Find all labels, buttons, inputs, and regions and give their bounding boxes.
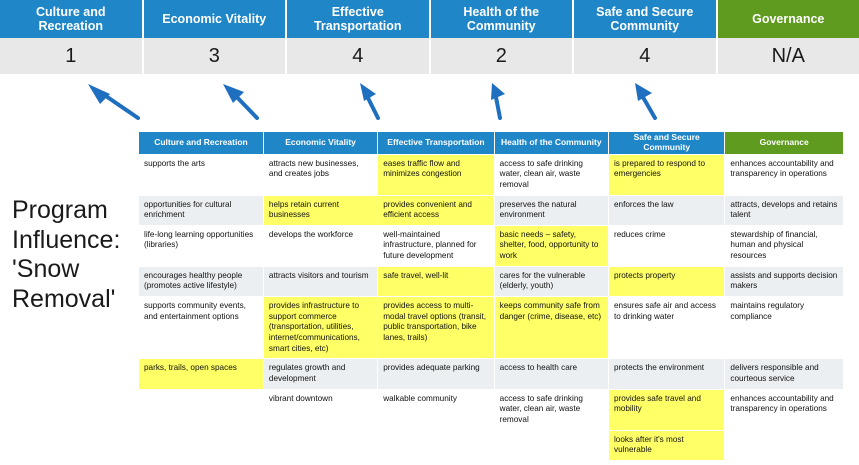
matrix-cell-r2-c0: life-long learning opportunities (libraries) — [139, 225, 264, 266]
score-value-1: 3 — [144, 38, 288, 74]
matrix-cell-r7-c3 — [494, 430, 608, 460]
priority-matrix-table — [138, 131, 844, 461]
matrix-column-header-3: Health of the Community — [494, 132, 608, 155]
arrow-1-head — [88, 84, 110, 104]
matrix-column-header-5: Governance — [725, 132, 844, 155]
matrix-cell-r6-c2: walkable community — [378, 389, 494, 430]
score-value-3: 2 — [431, 38, 575, 74]
matrix-cell-r1-c4: enforces the law — [608, 195, 724, 225]
matrix-cell-r5-c3: access to health care — [494, 359, 608, 389]
table-row — [139, 266, 844, 296]
score-value-2: 4 — [287, 38, 431, 74]
matrix-cell-r3-c1: attracts visitors and tourism — [263, 266, 377, 296]
strategic-priorities-header — [0, 0, 859, 38]
score-value-0: 1 — [0, 38, 144, 74]
matrix-cell-r3-c4: protects property — [608, 266, 724, 296]
matrix-cell-r7-c0 — [139, 430, 264, 460]
matrix-cell-r7-c5 — [725, 430, 844, 460]
priority-header-5: Governance — [718, 0, 859, 38]
matrix-column-header-2: Effective Transportation — [378, 132, 494, 155]
matrix-cell-r0-c2: eases traffic flow and minimizes congestion — [378, 154, 494, 195]
matrix-cell-r4-c2: provides access to multi-modal travel options (transit, public transportation, bike lanes, trails) — [378, 297, 494, 359]
priority-header-1: Economic Vitality — [144, 0, 288, 38]
matrix-cell-r4-c5: maintains regulatory compliance — [725, 297, 844, 359]
matrix-cell-r1-c3: preserves the natural environment — [494, 195, 608, 225]
matrix-cell-r6-c0 — [139, 389, 264, 430]
matrix-column-header-0: Culture and Recreation — [139, 132, 264, 155]
matrix-cell-r4-c0: supports community events, and entertainment options — [139, 297, 264, 359]
matrix-body — [139, 154, 844, 460]
matrix-cell-r5-c2: provides adequate parking — [378, 359, 494, 389]
program-influence-label: Program Influence: 'Snow Removal' — [12, 196, 121, 313]
matrix-cell-r6-c3: access to safe drinking water, clean air, waste removal — [494, 389, 608, 430]
matrix-cell-r6-c4: provides safe travel and mobility — [608, 389, 724, 430]
matrix-cell-r5-c1: regulates growth and development — [263, 359, 377, 389]
matrix-cell-r2-c2: well-maintained infrastructure, planned for future development — [378, 225, 494, 266]
table-row — [139, 154, 844, 195]
matrix-cell-r0-c0: supports the arts — [139, 154, 264, 195]
matrix-cell-r7-c2 — [378, 430, 494, 460]
table-row — [139, 389, 844, 430]
table-row — [139, 430, 844, 460]
matrix-cell-r7-c1 — [263, 430, 377, 460]
matrix-cell-r4-c3: keeps community safe from danger (crime, disease, etc) — [494, 297, 608, 359]
matrix-cell-r1-c0: opportunities for cultural enrichment — [139, 195, 264, 225]
matrix-column-header-4: Safe and Secure Community — [608, 132, 724, 155]
matrix-cell-r1-c2: provides convenient and efficient access — [378, 195, 494, 225]
matrix-cell-r3-c3: cares for the vulnerable (elderly, youth) — [494, 266, 608, 296]
score-value-4: 4 — [574, 38, 718, 74]
table-row — [139, 297, 844, 359]
matrix-column-header-1: Economic Vitality — [263, 132, 377, 155]
score-row — [0, 38, 859, 74]
matrix-cell-r6-c5: enhances accountability and transparency in operations — [725, 389, 844, 430]
matrix-cell-r5-c5: delivers responsible and courteous service — [725, 359, 844, 389]
matrix-cell-r1-c5: attracts, develops and retains talent — [725, 195, 844, 225]
priority-header-4: Safe and Secure Community — [574, 0, 718, 38]
matrix-cell-r3-c2: safe travel, well-lit — [378, 266, 494, 296]
matrix-cell-r4-c4: ensures safe air and access to drinking water — [608, 297, 724, 359]
matrix-cell-r0-c3: access to safe drinking water, clean air, waste removal — [494, 154, 608, 195]
table-row — [139, 195, 844, 225]
priority-header-3: Health of the Community — [431, 0, 575, 38]
matrix-cell-r2-c4: reduces crime — [608, 225, 724, 266]
matrix-cell-r4-c1: provides infrastructure to support commerce (transportation, utilities, internet/communications, smart cities, etc) — [263, 297, 377, 359]
matrix-cell-r0-c5: enhances accountability and transparency in operations — [725, 154, 844, 195]
matrix-cell-r0-c4: is prepared to respond to emergencies — [608, 154, 724, 195]
matrix-cell-r0-c1: attracts new businesses, and creates jobs — [263, 154, 377, 195]
matrix-cell-r5-c0: parks, trails, open spaces — [139, 359, 264, 389]
matrix-cell-r6-c1: vibrant downtown — [263, 389, 377, 430]
matrix-cell-r3-c5: assists and supports decision makers — [725, 266, 844, 296]
matrix-cell-r1-c1: helps retain current businesses — [263, 195, 377, 225]
matrix-header-row — [139, 132, 844, 155]
score-value-5: N/A — [771, 44, 805, 67]
priority-header-0: Culture and Recreation — [0, 0, 144, 38]
matrix-cell-r5-c4: protects the environment — [608, 359, 724, 389]
matrix-cell-r2-c3: basic needs – safety, shelter, food, opportunity to work — [494, 225, 608, 266]
matrix-cell-r2-c1: develops the workforce — [263, 225, 377, 266]
matrix-cell-r3-c0: encourages healthy people (promotes active lifestyle) — [139, 266, 264, 296]
table-row — [139, 359, 844, 389]
arrow-group — [0, 74, 859, 132]
matrix-cell-r2-c5: stewardship of financial, human and physical resources — [725, 225, 844, 266]
priority-header-2: Effective Transportation — [287, 0, 431, 38]
arrow-3-head — [360, 83, 376, 101]
matrix-cell-r7-c4: looks after it's most vulnerable — [608, 430, 724, 460]
table-row — [139, 225, 844, 266]
